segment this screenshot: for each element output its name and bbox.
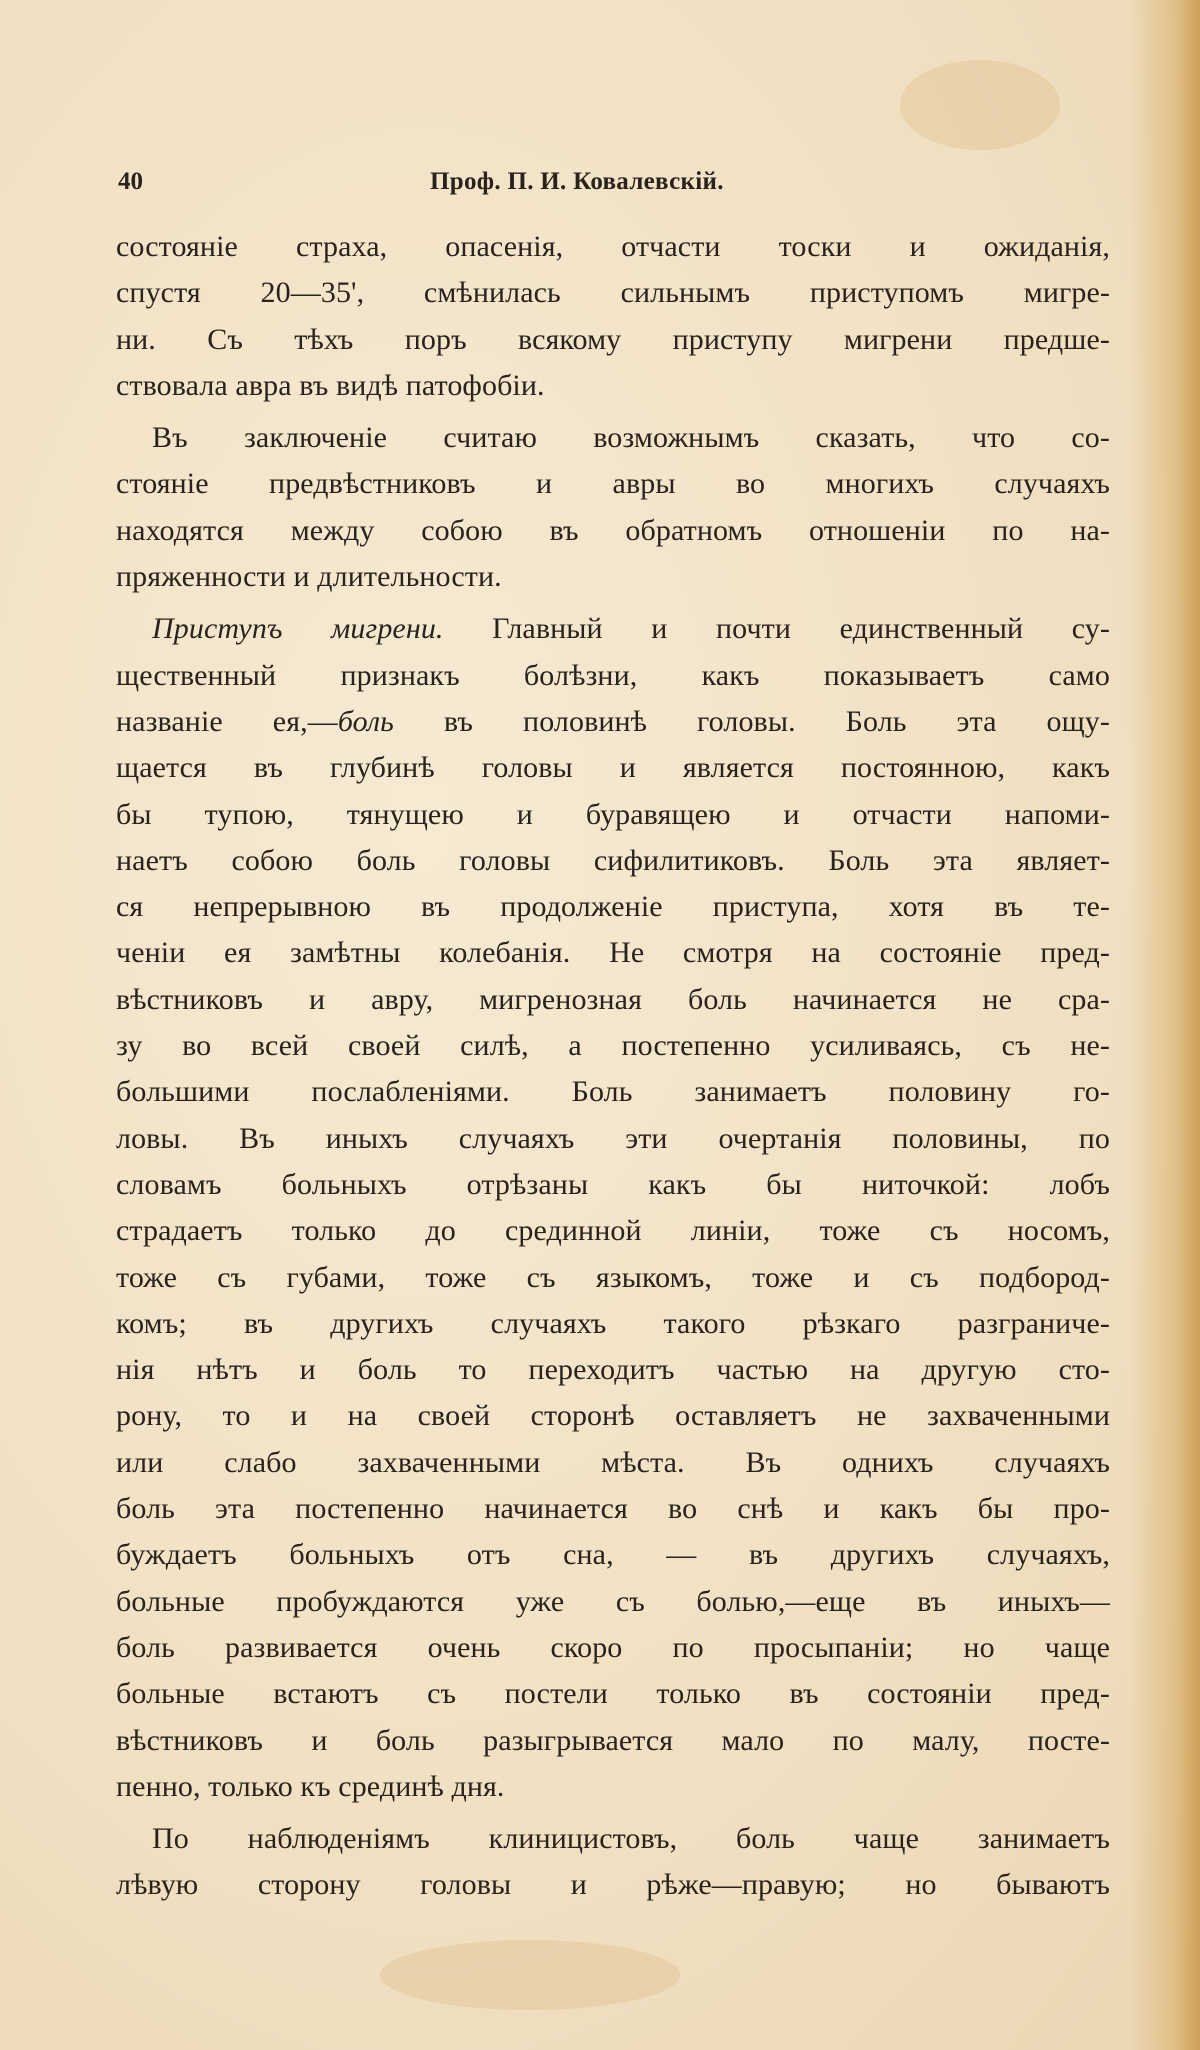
emphasis-word: боль bbox=[337, 704, 394, 738]
text-line: страдаетъ только до срединной линіи, тоже съ носомъ, bbox=[116, 1214, 1110, 1248]
text-line: тоже съ губами, тоже съ языкомъ, тоже и съ подбород- bbox=[116, 1260, 1110, 1294]
text-line: пряженности и длительности. bbox=[116, 560, 502, 594]
text-line: рону, то и на своей сторонѣ оставляетъ не захваченными bbox=[116, 1399, 1110, 1433]
text-line: наетъ собою боль головы сифилитиковъ. Боль эта являет- bbox=[116, 843, 1110, 877]
text-line: вѣстниковъ и боль разыгрывается мало по малу, посте- bbox=[116, 1723, 1110, 1757]
paragraph bbox=[116, 1816, 1110, 1909]
text-line bbox=[116, 606, 1110, 652]
paper-stain bbox=[900, 60, 1060, 150]
text-line: спустя 20—35', смѣнилась сильнымъ приступомъ мигре- bbox=[116, 276, 1110, 310]
text-line bbox=[116, 699, 1110, 745]
text-line: щается въ глубинѣ головы и является постоянною, какъ bbox=[116, 751, 1110, 785]
text-run: Главный и почти единственный су- bbox=[443, 612, 1110, 646]
paragraph bbox=[116, 606, 1110, 1810]
text-line: боль эта постепенно начинается во снѣ и какъ бы про- bbox=[116, 1492, 1110, 1526]
text-line: больные пробуждаются уже съ болью,—еще въ иныхъ— bbox=[116, 1584, 1110, 1618]
text-line: больные встаютъ съ постели только въ состояніи пред- bbox=[116, 1677, 1110, 1711]
text-line: большими послабленіями. Боль занимаетъ половину го- bbox=[116, 1075, 1110, 1109]
page-edge-shading bbox=[1130, 0, 1200, 2050]
text-line: ствовала авра въ видѣ патофобіи. bbox=[116, 368, 545, 402]
text-line: ся непрерывною въ продолженіе приступа, хотя въ те- bbox=[116, 890, 1110, 924]
text-line: вѣстниковъ и авру, мигренозная боль начинается не сра- bbox=[116, 982, 1110, 1016]
text-run: въ половинѣ головы. Боль эта ощу- bbox=[393, 704, 1110, 738]
text-line: или слабо захваченными мѣста. Въ однихъ случаяхъ bbox=[116, 1445, 1110, 1479]
text-line: комъ; въ другихъ случаяхъ такого рѣзкаго разграниче- bbox=[116, 1306, 1110, 1340]
text-line: буждаетъ больныхъ отъ сна, — въ другихъ случаяхъ, bbox=[116, 1538, 1110, 1572]
page-number: 40 bbox=[118, 168, 143, 195]
text-line: бы тупою, тянущею и буравящею и отчасти напоми- bbox=[116, 797, 1110, 831]
body-text bbox=[116, 224, 1110, 1909]
text-line: зу во всей своей силѣ, а постепенно усиливаясь, съ не- bbox=[116, 1029, 1110, 1063]
text-line: состояніе страха, опасенія, отчасти тоски и ожиданія, bbox=[116, 230, 1110, 263]
text-line: Въ заключеніе считаю возможнымъ сказать, что со- bbox=[152, 421, 1110, 455]
text-line: пенно, только къ срединѣ дня. bbox=[116, 1769, 505, 1803]
text-line: щественный признакъ болѣзни, какъ показываетъ само bbox=[116, 658, 1110, 692]
page-header bbox=[118, 168, 1108, 208]
text-line: боль развивается очень скоро по просыпаніи; но чаще bbox=[116, 1630, 1110, 1664]
section-heading: Приступъ мигрени. bbox=[152, 612, 444, 646]
paper-stain bbox=[380, 1940, 680, 2010]
text-line: стояніе предвѣстниковъ и авры во многихъ случаяхъ bbox=[116, 467, 1110, 501]
text-line: лѣвую сторону головы и рѣже—правую; но бываютъ bbox=[116, 1868, 1110, 1902]
text-line: По наблюденіямъ клиницистовъ, боль чаще занимаетъ bbox=[152, 1822, 1110, 1856]
text-line: нія нѣтъ и боль то переходитъ частью на другую сто- bbox=[116, 1353, 1110, 1387]
text-line: ни. Съ тѣхъ поръ всякому приступу мигрени предше- bbox=[116, 322, 1110, 356]
running-head: Проф. П. И. Ковалевскій. bbox=[430, 168, 724, 195]
text-line: ченіи ея замѣтны колебанія. Не смотря на состояніе пред- bbox=[116, 936, 1110, 970]
text-line: находятся между собою въ обратномъ отношеніи по на- bbox=[116, 513, 1110, 547]
text-line: ловы. Въ иныхъ случаяхъ эти очертанія половины, по bbox=[116, 1121, 1110, 1155]
text-line: словамъ больныхъ отрѣзаны какъ бы ниточкой: лобъ bbox=[116, 1167, 1110, 1201]
paragraph bbox=[116, 415, 1110, 600]
text-run: названіе ея,— bbox=[116, 704, 338, 738]
paragraph bbox=[116, 224, 1110, 409]
